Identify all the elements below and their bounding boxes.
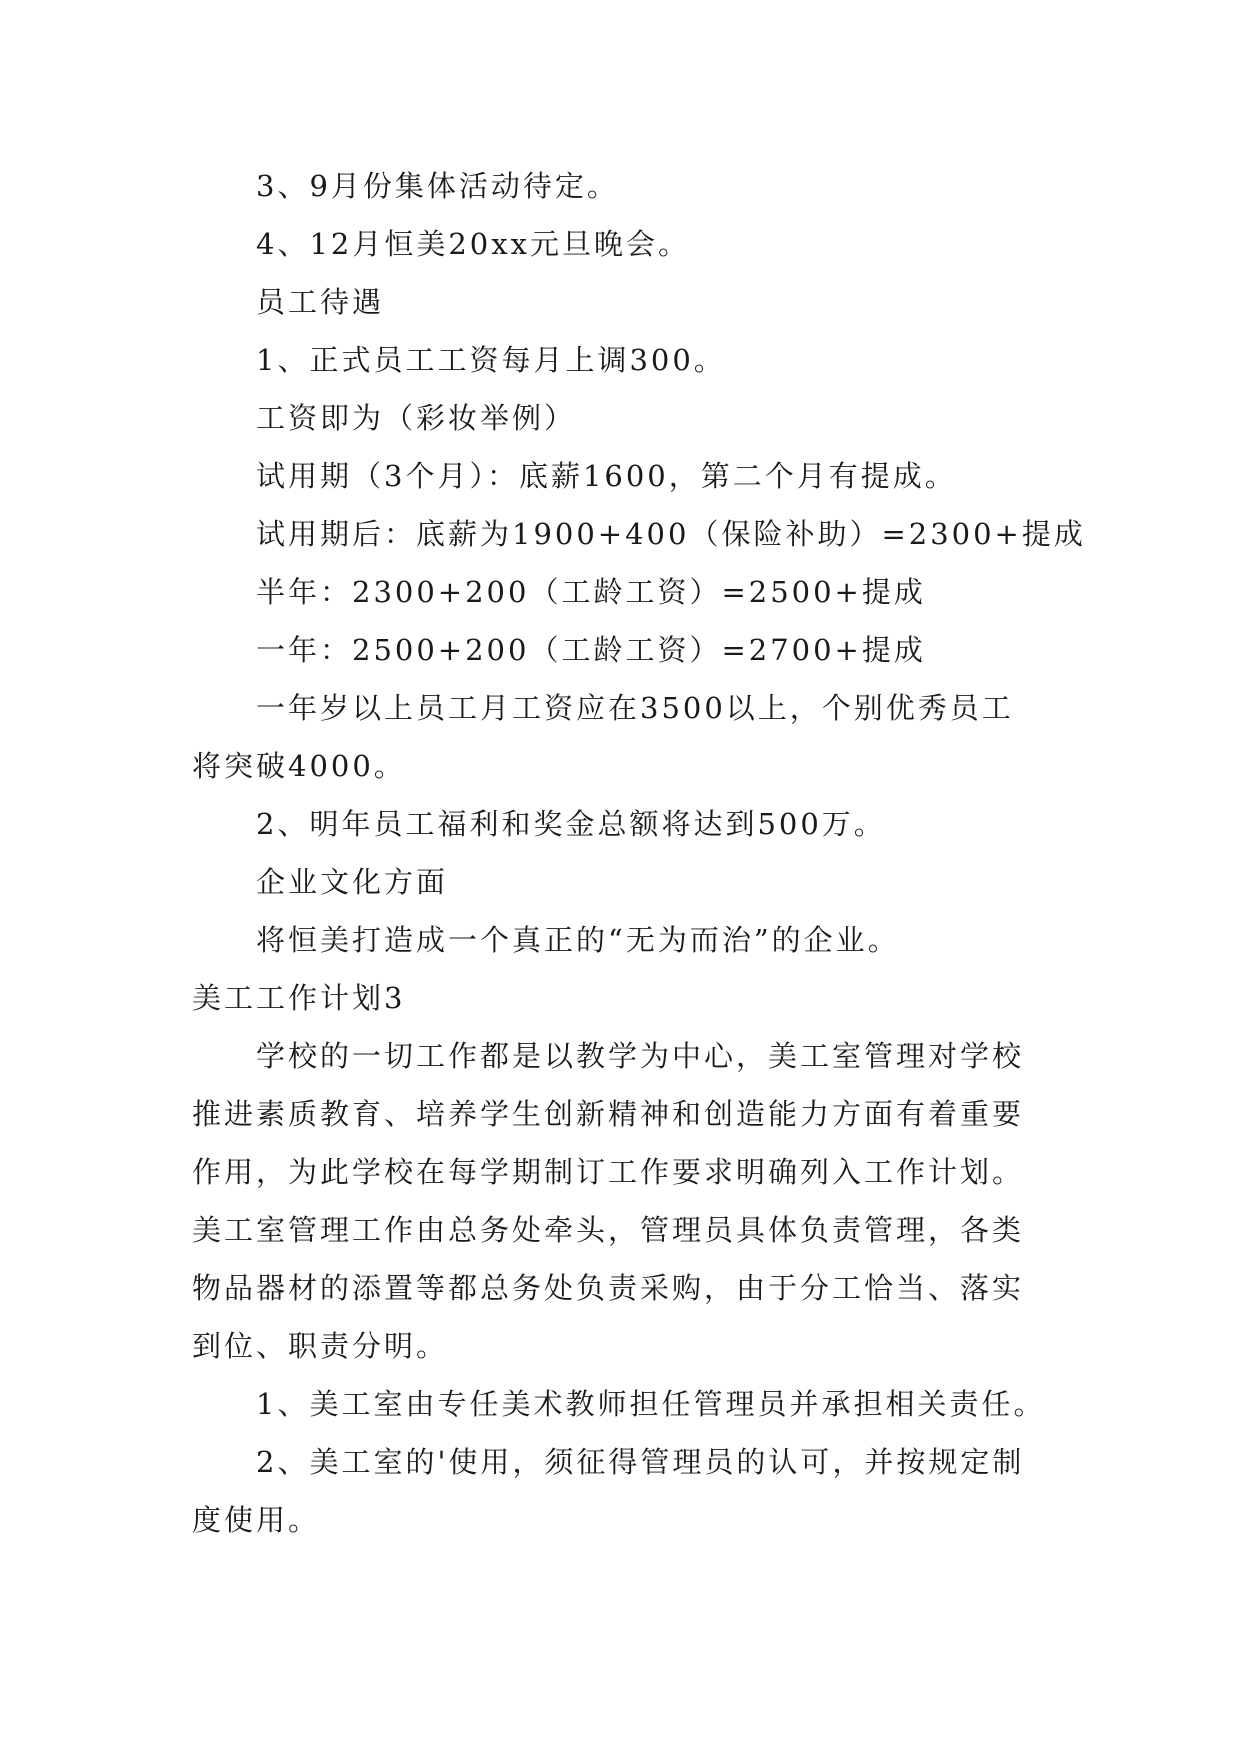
document-title: 美工工作计划3 <box>192 981 406 1015</box>
text-line: 试用期（3个月）：底薪1600，第二个月有提成。 <box>256 459 957 493</box>
section-heading: 企业文化方面 <box>256 865 449 899</box>
text-line: 推进素质教育、培养学生创新精神和创造能力方面有着重要 <box>192 1097 1025 1131</box>
text-line: 到位、职责分明。 <box>192 1329 449 1363</box>
text-line: 作用，为此学校在每学期制订工作要求明确列入工作计划。 <box>192 1155 1025 1189</box>
text-line: 半年：2300+200（工龄工资）=2500+提成 <box>256 575 926 609</box>
text-line: 3、9月份集体活动待定。 <box>256 169 619 203</box>
text-line: 4、12月恒美20xx元旦晚会。 <box>256 227 690 261</box>
text-line: 1、美工室由专任美术教师担任管理员并承担相关责任。 <box>256 1387 1046 1421</box>
text-line: 2、美工室的'使用，须征得管理员的认可，并按规定制 <box>256 1445 1025 1479</box>
text-line: 学校的一切工作都是以教学为中心，美工室管理对学校 <box>256 1039 1025 1073</box>
text-line: 一年岁以上员工月工资应在3500以上，个别优秀员工 <box>256 691 1014 725</box>
section-heading: 员工待遇 <box>256 285 385 319</box>
text-line: 将恒美打造成一个真正的“无为而治”的企业。 <box>256 923 900 957</box>
text-line: 1、正式员工工资每月上调300。 <box>256 343 726 377</box>
text-line: 2、明年员工福利和奖金总额将达到500万。 <box>256 807 886 841</box>
text-line: 物品器材的添置等都总务处负责采购，由于分工恰当、落实 <box>192 1271 1025 1305</box>
text-line: 将突破4000。 <box>192 749 406 783</box>
text-line: 美工室管理工作由总务处牵头，管理员具体负责管理，各类 <box>192 1213 1025 1247</box>
text-line: 工资即为（彩妆举例） <box>256 401 577 435</box>
text-line: 一年：2500+200（工龄工资）=2700+提成 <box>256 633 926 667</box>
text-line: 度使用。 <box>192 1503 321 1537</box>
text-line: 试用期后：底薪为1900+400（保险补助）=2300+提成 <box>256 517 1086 551</box>
